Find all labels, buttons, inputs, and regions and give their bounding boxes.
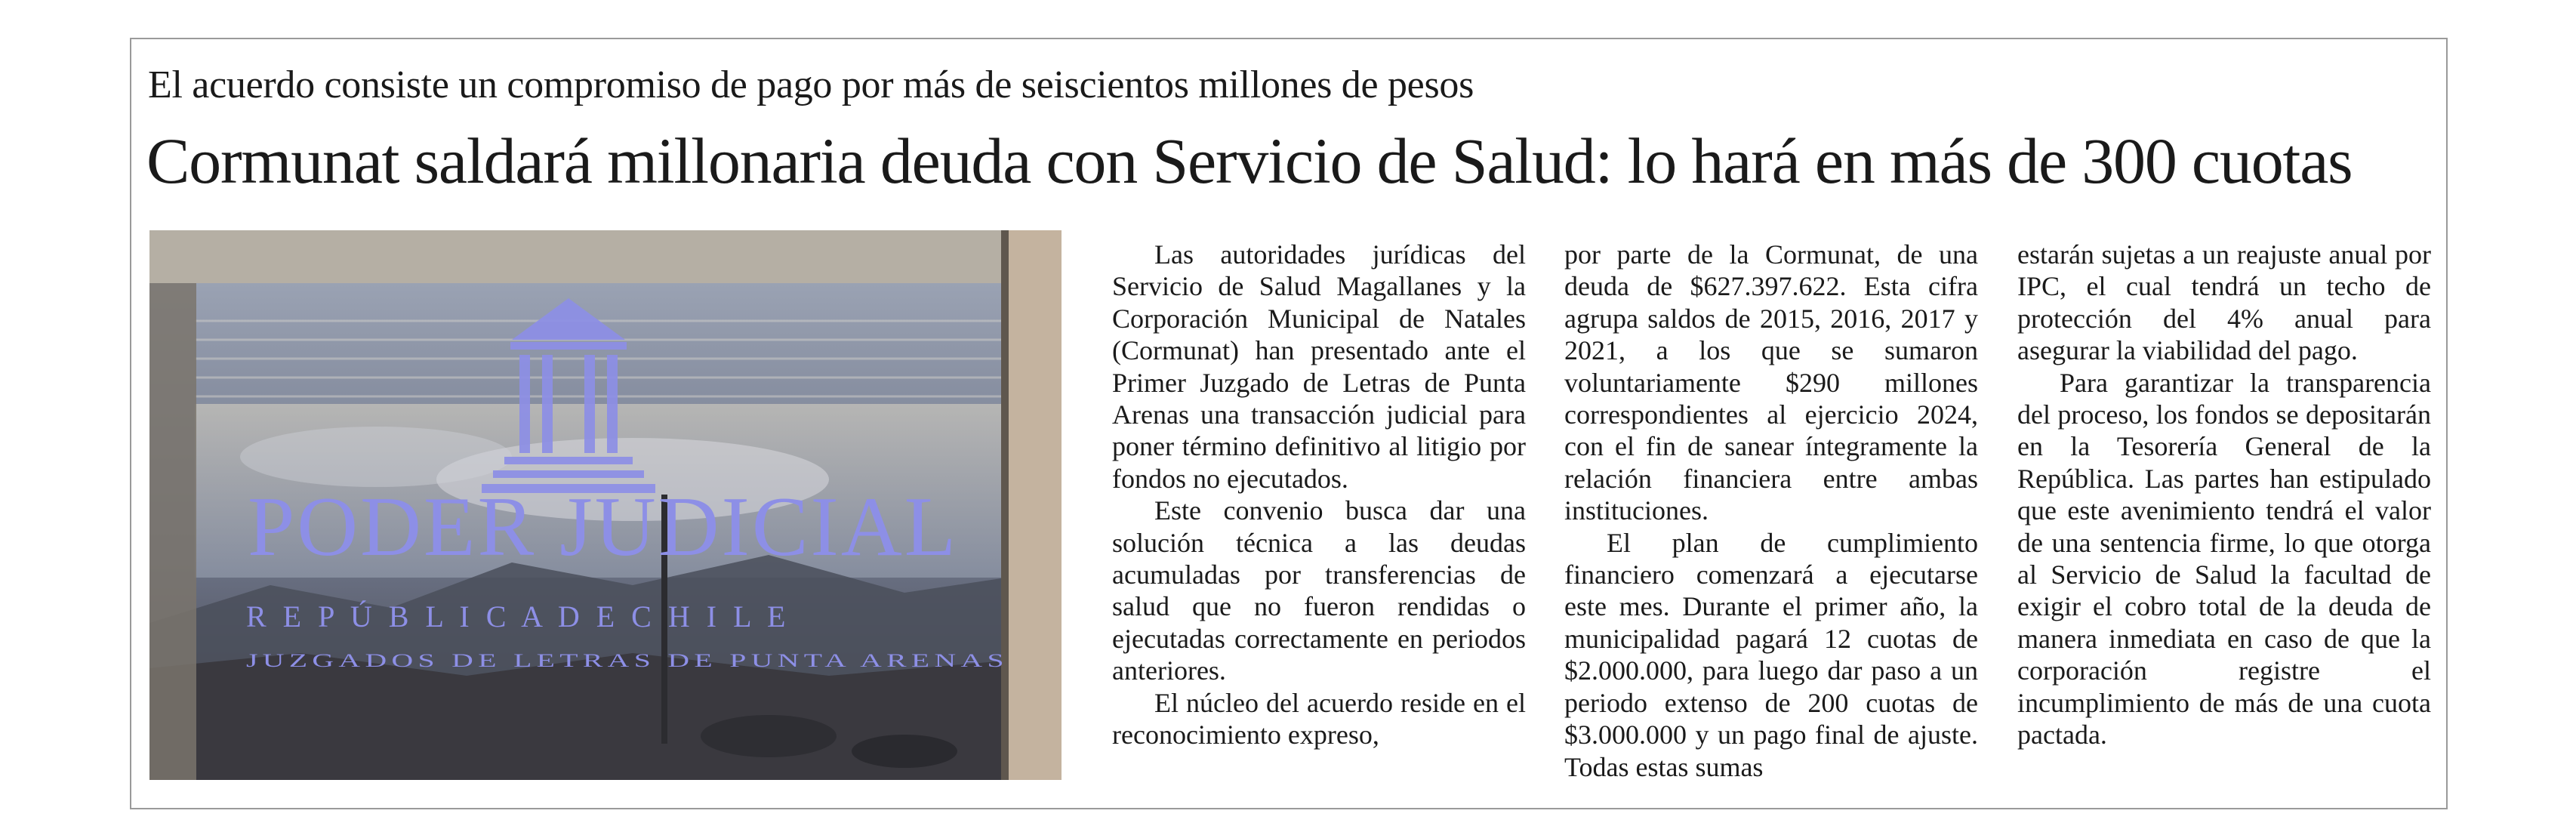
paragraph: El núcleo del acuerdo reside en el reconocimiento expreso, (1112, 687, 1526, 750)
photo-scene (149, 230, 1062, 780)
paragraph: Este convenio busca dar una solución técnica a las deudas acumuladas por transferencias de salud que no fueron rendidas o ejecutadas correctamente en periodos anteriores. (1112, 495, 1526, 686)
sign-title: PODER JUDICIAL (248, 480, 959, 574)
window-frame-left (149, 283, 196, 780)
paragraph: Para garantizar la transparencia del proceso, los fondos se depositarán en la Tesorería General de la República. Las partes han estipulado que este avenimiento tendrá el valor de una sentencia firme, lo que otorga al Servicio de Salud la facultad de exigir el cobro total de la deuda de manera inmediata en caso de que la corporación registre el incumplimiento de más de una cuota pactada. (2017, 367, 2431, 750)
sign-footer: JUZGADOS DE LETRAS DE PUNTA ARENAS (246, 651, 1009, 671)
headline: Cormunat saldará millonaria deuda con Servicio de Salud: lo hará en más de 300 cuotas (146, 125, 2353, 197)
wall-right (1006, 230, 1062, 780)
ceiling (149, 230, 1062, 283)
paragraph-continued: estarán sujetas a un reajuste anual por IPC, el cual tendrá un techo de protección del 4% anual para asegurar la viabilidad del pago. (2017, 239, 2431, 366)
kicker: El acuerdo consiste un compromiso de pago por más de seiscientos millones de pesos (148, 63, 1474, 106)
paragraph-continued: por parte de la Cormunat, de una deuda de $627.397.622. Esta cifra agrupa saldos de 2015, 2016, 2017 y 2021, a los que se sumaron voluntariamente $290 millones correspondientes al ejercicio 2024, con el fin de sanear íntegramente la relación financiera entre ambas instituciones. (1564, 239, 1978, 526)
body-column-3 (2017, 239, 2431, 751)
paragraph: El plan de cumplimiento financiero comenzará a ejecutarse este mes. Durante el primer año, la municipalidad pagará 12 cuotas de $2.000.000, para luego dar paso a un periodo extenso de 200 cuotas de $3.000.000 y un pago final de ajuste. Todas estas sumas (1564, 527, 1978, 782)
body-column-2 (1564, 239, 1978, 783)
sign-subtitle: R E P Ú B L I C A D E C H I L E (246, 599, 790, 633)
article-photo (149, 230, 1062, 780)
paragraph: Las autoridades jurídicas del Servicio de Salud Magallanes y la Corporación Municipal de Natales (Cormunat) han presentado ante el Primer Juzgado de Letras de Punta Arenas una transacción judicial para poner término definitivo al litigio por fondos no ejecutados. (1112, 239, 1526, 494)
body-column-1 (1112, 239, 1526, 751)
